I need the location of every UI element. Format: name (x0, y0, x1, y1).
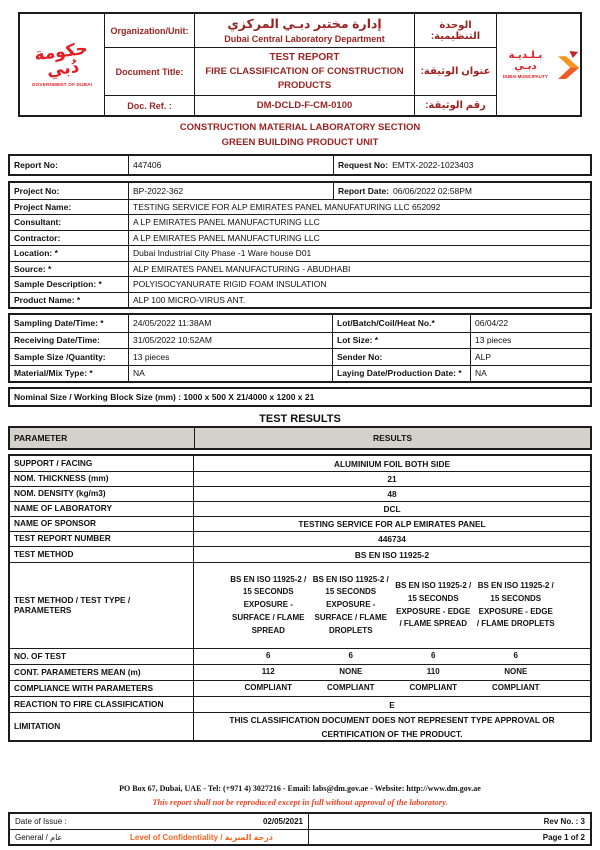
po-box-contact-line: PO Box 67, Dubai, UAE - Tel: (+971 4) 3027216 - Email: labs@dm.gov.ae - Website: http://www.dm.gov.ae (119, 784, 481, 793)
consultant-label: Consultant: (14, 217, 62, 228)
doc-ref-arabic-label-text: رقم الوثيقة: (425, 100, 486, 111)
report-date-label: Report Date: (338, 185, 390, 196)
table-row (10, 501, 590, 516)
test-type-col3: BS EN ISO 11925-2 / 15 SECONDS EXPOSURE - EDGE / FLAME SPREAD (395, 580, 472, 629)
table-row (10, 680, 590, 696)
test-type-param: TEST METHOD / TEST TYPE / PARAMETERS (10, 563, 194, 648)
sampling-date-label: Sampling Date/Time: * (14, 318, 104, 329)
location-label: Location: * (14, 248, 58, 259)
page-number-text: Page 1 of 2 (542, 832, 585, 842)
no-of-test-col4: 6 (513, 651, 518, 661)
section-title-line1: CONSTRUCTION MATERIAL LABORATORY SECTION (179, 122, 421, 133)
test-report-number-param: TEST REPORT NUMBER (10, 532, 194, 546)
cont-parameters-col4: NONE (504, 667, 528, 677)
doc-ref-value (194, 95, 414, 115)
request-no-cell (333, 156, 590, 174)
doc-title-line3: PRODUCTS (277, 80, 332, 91)
date-of-issue-label: Date of Issue : (15, 817, 67, 826)
material-mix-value: NA (128, 366, 332, 382)
project-name-value: TESTING SERVICE FOR ALP EMIRATES PANEL MANUFATURING LLC 652092 (128, 200, 590, 215)
table-row (10, 365, 590, 382)
municipality-arrow-icon (557, 51, 580, 79)
organization-unit-value (194, 14, 414, 47)
organization-unit-arabic-label (414, 14, 496, 47)
date-of-issue-cell (10, 814, 308, 829)
gov-dubai-caption: GOVERNMENT OF DUBAI (31, 81, 93, 87)
no-of-test-col3: 6 (431, 651, 436, 661)
general-label: General / عام (15, 832, 63, 842)
organization-arabic-title: إدارة مختبر دبـي المركزي (227, 17, 382, 31)
results-header-row (8, 426, 592, 450)
table-row (10, 332, 590, 349)
organization-unit-label-text: Organization/Unit: (110, 25, 189, 36)
project-no-label: Project No: (14, 185, 60, 196)
cont-parameters-columns (194, 665, 590, 680)
report-no-box (8, 154, 592, 176)
date-of-issue-value: 02/05/2021 (262, 817, 303, 826)
no-of-test-col2: 6 (348, 651, 353, 661)
sponsor-name-param: NAME OF SPONSOR (10, 517, 194, 531)
table-row (10, 276, 590, 292)
nom-density-param: NOM. DENSITY (kg/m3) (10, 487, 194, 501)
compliance-col1: COMPLIANT (244, 683, 293, 693)
doc-ref-value-text: DM-DCLD-F-CM-0100 (256, 100, 353, 111)
table-row (10, 712, 590, 741)
organization-english-title: Dubai Central Laboratory Department (224, 34, 385, 44)
table-row (10, 664, 590, 680)
test-type-col2: BS EN ISO 11925-2 / 15 SECONDS EXPOSURE - SURFACE / FLAME DROPLETS (312, 574, 389, 635)
report-date-cell (333, 183, 590, 199)
organization-unit-label (104, 14, 194, 47)
government-of-dubai-logo (20, 14, 104, 115)
receiving-date-label: Receiving Date/Time: (14, 335, 100, 346)
support-facing-param: SUPPORT / FACING (10, 456, 194, 471)
nom-density-result: 48 (387, 489, 397, 499)
document-title-arabic-label (414, 47, 496, 95)
rev-no-cell (308, 814, 590, 829)
lot-size-label: Lot Size: * (332, 333, 470, 349)
reproduction-notice: This report shall not be reproduced except in full without approval of the laboratory. (152, 797, 448, 807)
material-mix-label: Material/Mix Type: * (14, 368, 93, 379)
nom-thickness-param: NOM. THICKNESS (mm) (10, 472, 194, 486)
confidentiality-level-text: Level of Confidentiality / درجة السرية (130, 832, 273, 842)
project-box (8, 181, 592, 309)
laboratory-name-result: DCL (383, 504, 401, 514)
rev-no-text: Rev No. : 3 (543, 817, 585, 826)
table-row (10, 562, 590, 648)
location-value: Dubai Industrial City Phase -1 Ware house D01 (128, 246, 590, 261)
document-title-label-text: Document Title: (115, 66, 184, 77)
report-date-value: 06/06/2022 02:58PM (393, 185, 472, 196)
sender-no-value: ALP (470, 349, 590, 365)
test-type-col4: BS EN ISO 11925-2 / 15 SECONDS EXPOSURE - EDGE / FLAME DROPLETS (476, 580, 555, 629)
table-row (10, 531, 590, 546)
table-row (10, 546, 590, 562)
parameter-column-header: PARAMETER (14, 433, 68, 443)
receiving-date-value: 31/05/2022 10:52AM (128, 333, 332, 349)
nominal-size-box (8, 387, 592, 407)
section-title-line2: GREEN BUILDING PRODUCT UNIT (221, 137, 379, 148)
sampling-date-value: 24/05/2022 11:38AM (128, 315, 332, 332)
table-row (10, 292, 590, 308)
sampling-box (8, 313, 592, 383)
laying-date-value: NA (470, 366, 590, 382)
sample-description-label: Sample Description: * (14, 279, 102, 290)
results-column-header: RESULTS (194, 428, 590, 448)
table-row (10, 199, 590, 215)
laboratory-name-param: NAME OF LABORATORY (10, 502, 194, 516)
no-of-test-columns (194, 649, 590, 664)
doc-title-line2: FIRE CLASSIFICATION OF CONSTRUCTION (205, 66, 404, 77)
table-row (10, 696, 590, 712)
compliance-col2: COMPLIANT (326, 683, 375, 693)
table-row (10, 471, 590, 486)
reaction-param: REACTION TO FIRE CLASSIFICATION (10, 697, 194, 712)
test-type-col1: BS EN ISO 11925-2 / 15 SECONDS EXPOSURE - SURFACE / FLAME SPREAD (230, 574, 307, 635)
doc-ref-label-text: Doc. Ref. : (127, 100, 172, 111)
lot-size-value: 13 pieces (470, 333, 590, 349)
source-label: Source: * (14, 263, 52, 274)
table-row (10, 230, 590, 246)
table-row (10, 829, 590, 844)
table-row (10, 183, 590, 199)
laying-date-label: Laying Date/Production Date: * (332, 366, 470, 382)
reaction-result: E (389, 699, 395, 710)
report-no-label: Report No: (14, 160, 58, 170)
consultant-value: A LP EMIRATES PANEL MANUFACTURING LLC (128, 215, 590, 230)
sample-size-label: Sample Size /Quantity: (14, 351, 106, 362)
table-row (10, 315, 590, 332)
document-title-arabic-label-text: عنوان الوثيقة: (420, 66, 491, 77)
lot-batch-value: 06/04/22 (470, 315, 590, 332)
support-facing-result: ALUMINIUM FOIL BOTH SIDE (334, 458, 450, 469)
compliance-col3: COMPLIANT (409, 683, 458, 693)
table-row (10, 456, 590, 471)
page-number-cell (308, 830, 590, 844)
project-name-label: Project Name: (14, 201, 72, 212)
test-results-title (0, 409, 600, 427)
table-row (10, 516, 590, 531)
table-row (10, 214, 590, 230)
cont-parameters-col1: 112 (261, 667, 275, 677)
no-of-test-param: NO. OF TEST (10, 649, 194, 664)
contractor-label: Contractor: (14, 232, 61, 243)
table-row (10, 261, 590, 277)
request-no-value: EMTX-2022-1023403 (392, 160, 474, 170)
municipality-caption: DUBAI MUNICIPALITY (502, 74, 548, 79)
municipality-arabic-text: بـلـديـة دبـي (508, 50, 543, 72)
test-results-title-text: TEST RESULTS (259, 413, 341, 425)
project-no-value: BP-2022-362 (128, 183, 333, 199)
no-of-test-col1: 6 (266, 651, 271, 661)
dubai-municipality-logo (496, 14, 580, 115)
sponsor-name-result: TESTING SERVICE FOR ALP EMIRATES PANEL (298, 519, 486, 529)
cont-parameters-col2: NONE (339, 667, 363, 677)
doc-ref-label (104, 95, 194, 115)
compliance-param: COMPLIANCE WITH PARAMETERS (10, 681, 194, 696)
test-method-param: TEST METHOD (10, 547, 194, 562)
doc-ref-arabic-label (414, 95, 496, 115)
sender-no-label: Sender No: (332, 349, 470, 365)
confidentiality-cell (10, 830, 308, 844)
table-row (10, 486, 590, 501)
footer-table (8, 812, 592, 846)
limitation-result: THIS CLASSIFICATION DOCUMENT DOES NOT REPRESENT TYPE APPROVAL OR CERTIFICATION OF THE PRODUCT. (229, 715, 555, 740)
test-method-result: BS EN ISO 11925-2 (354, 549, 430, 560)
gov-dubai-calligraphy-icon: حكومة دُبي (33, 38, 89, 80)
table-row (10, 348, 590, 365)
product-name-label: Product Name: * (14, 294, 81, 305)
results-table (8, 454, 592, 742)
doc-title-line1: TEST REPORT (269, 52, 340, 63)
lot-batch-label: Lot/Batch/Coil/Heat No.* (332, 315, 470, 332)
table-row (10, 245, 590, 261)
compliance-col4: COMPLIANT (491, 683, 540, 693)
source-value: ALP EMIRATES PANEL MANUFACTURING - ABUDHABI (128, 262, 590, 277)
compliance-columns (194, 681, 590, 696)
table-row (10, 814, 590, 829)
sample-description-value: POLYISOCYANURATE RIGID FOAM INSULATION (128, 277, 590, 292)
cont-parameters-param: CONT. PARAMETERS MEAN (m) (10, 665, 194, 680)
organization-unit-arabic-label-text: الوحدة التنظيمية: (430, 19, 481, 42)
contractor-value: A LP EMIRATES PANEL MANUFACTURING LLC (128, 231, 590, 246)
sample-size-value: 13 pieces (128, 349, 332, 365)
test-report-number-result: 446734 (378, 534, 406, 544)
product-name-value: ALP 100 MICRO-VIRUS ANT. (128, 293, 590, 308)
request-no-label: Request No: (338, 160, 389, 170)
document-title-label (104, 47, 194, 95)
nom-thickness-result: 21 (387, 474, 397, 484)
report-no-value: 447406 (128, 156, 333, 174)
nominal-size-text: Nominal Size / Working Block Size (mm) : 1000 x 500 X 21/4000 x 1200 x 21 (14, 392, 315, 402)
header-table (18, 12, 582, 117)
cont-parameters-col3: 110 (426, 667, 440, 677)
limitation-param: LIMITATION (10, 713, 194, 741)
test-type-columns (194, 563, 590, 648)
document-title-value (194, 47, 414, 95)
table-row (10, 648, 590, 664)
